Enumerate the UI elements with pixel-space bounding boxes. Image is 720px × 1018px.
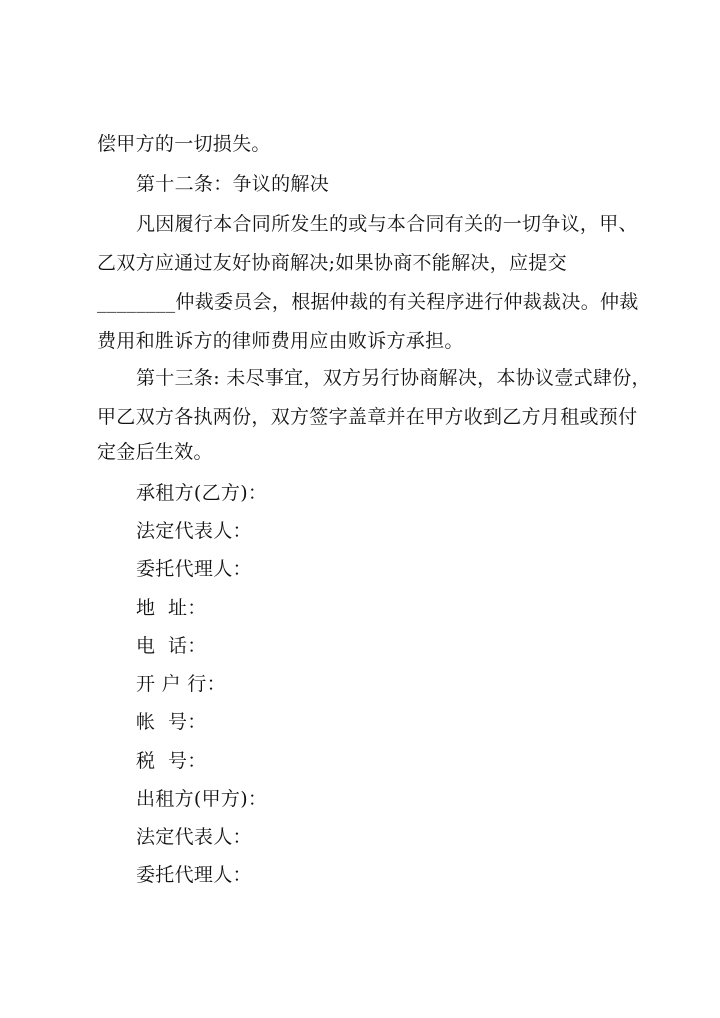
lessee-title: 承租方(乙方)： <box>136 482 268 504</box>
lessee-agent: 委托代理人： <box>136 558 252 580</box>
article-12-text-line-2: 乙双方应通过友好协商解决;如果协商不能解决，应提交 <box>97 252 567 274</box>
lessor-agent: 委托代理人： <box>136 864 252 886</box>
article-12-text-line-4: 费用和胜诉方的律师费用应由败诉方承担。 <box>97 330 464 352</box>
lessee-bank: 开 户 行： <box>136 673 226 695</box>
article-12-heading: 第十二条：争议的解决 <box>136 173 330 195</box>
article-13-text-line-2: 甲乙双方各执两份，双方签字盖章并在甲方收到乙方月租或预付 <box>97 406 638 428</box>
lessee-legal-representative: 法定代表人： <box>136 520 252 542</box>
article-12-text-line-3: ________仲裁委员会，根据仲裁的有关程序进行仲裁裁决。仲裁 <box>97 291 639 313</box>
lessee-address: 地 址： <box>136 597 207 619</box>
lessor-legal-representative: 法定代表人： <box>136 826 252 848</box>
lessee-phone: 电 话： <box>136 635 207 657</box>
article-13-text-line-3: 定金后生效。 <box>97 441 213 463</box>
article-13-text-line-1: 第十三条: 未尽事宜，双方另行协商解决，本协议壹式肆份， <box>136 367 651 389</box>
lessee-tax-number: 税 号： <box>136 750 207 772</box>
lessee-account: 帐 号： <box>136 711 207 733</box>
lessor-title: 出租方(甲方)： <box>136 788 268 810</box>
article-12-text-line-1: 凡因履行本合同所发生的或与本合同有关的一切争议，甲、 <box>136 213 638 235</box>
text-line-compensation: 偿甲方的一切损失。 <box>97 133 271 155</box>
